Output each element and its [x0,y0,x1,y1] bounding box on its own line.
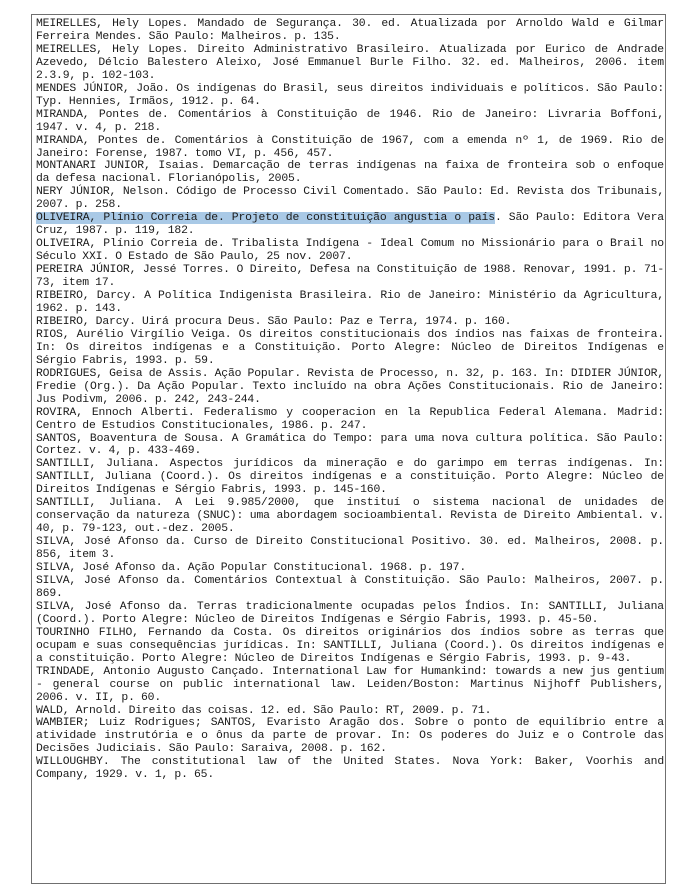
reference-text: SANTOS, Boaventura de Sousa. A Gramática do Tempo: para uma nova cultura política. São Paulo: Cortez. v. 4, p. 433-469. [36,432,664,458]
reference-entry [36,627,664,666]
reference-text: NERY JÚNIOR, Nelson. Código de Processo Civil Comentado. São Paulo: Ed. Revista dos Tribunais, 2007. p. 258. [36,186,664,212]
reference-text: MEIRELLES, Hely Lopes. Mandado de Segurança. 30. ed. Atualizada por Arnoldo Wald e Gilmar Ferreira Mendes. São Paulo: Malheiros. p. 135. [36,18,664,43]
reference-text: MENDES JÚNIOR, João. Os indígenas do Brasil, seus direitos individuais e políticos. São Paulo: Typ. Hennies, Irmãos, 1912. p. 64. [36,82,664,108]
reference-text: WAMBIER; Luiz Rodrigues; SANTOS, Evaristo Aragão dos. Sobre o ponto de equilíbrio entre a atividade instrutória e o ônus da parte de provar. In: Os poderes do Juiz e o Controle das Decisões Judiciais. São Paulo: Saraiva, 2008. p. 162. [36,717,664,756]
reference-entry [36,329,664,368]
reference-entry [36,433,664,459]
reference-entry [36,44,664,83]
reference-entry [36,160,664,186]
reference-text: SANTILLI, Juliana. Aspectos jurídicos da mineração e do garimpo em terras indígenas. In: SANTILLI, Juliana (Coord.). Os direitos indígenas e a constituição. Porto Alegre: Núcleo de Direitos Indígenas e Sérgio Fabris, 1993. p. 145-160. [36,458,664,497]
reference-text: RODRIGUES, Geisa de Assis. Ação Popular. Revista de Processo, n. 32, p. 163. In: DIDIER JÚNIOR, Fredie (Org.). Da Ação Popular. Texto incluído na obra Ações Constitucionais. Rio de Janeiro: Jus Podivm, 2006. p. 242, 243-244. [36,367,664,406]
reference-entry [36,212,664,238]
reference-entry [36,109,664,135]
reference-entry [36,666,664,705]
reference-entry [36,717,664,756]
reference-text: SILVA, José Afonso da. Terras tradicionalmente ocupadas pelos Índios. In: SANTILLI, Juliana (Coord.). Porto Alegre: Núcleo de Direitos Indígenas e Sérgio Fabris, 1993. p. 45-50. [36,600,664,626]
reference-entry [36,497,664,536]
selected-text-highlight[interactable]: OLIVEIRA, Plínio Correia de. Projeto de constituição angustia o país [36,212,495,225]
reference-entry [36,368,664,407]
reference-text: SILVA, José Afonso da. Curso de Direito Constitucional Positivo. 30. ed. Malheiros, 2008. p. 856, item 3. [36,536,664,562]
reference-text: SANTILLI, Juliana. A Lei 9.985/2000, que instituí o sistema nacional de unidades de conservação da natureza (SNUC): uma abordagem socioambiental. Revista de Direito Ambiental. v. 40, p. 79-123, out.-dez. 2005. [36,497,664,536]
reference-text: WILLOUGHBY. The constitutional law of the United States. Nova York: Baker, Voorhis and Company, 1929. v. 1, p. 65. [36,756,664,782]
reference-list [36,18,664,782]
reference-entry [36,407,664,433]
reference-entry [36,18,664,44]
document-page [31,14,666,884]
reference-entry [36,562,664,575]
reference-entry [36,290,664,316]
reference-text: TRINDADE, Antonio Augusto Cançado. International Law for Humankind: towards a new jus gentium - general course on public international law. Leiden/Boston: Martinus Nijhoff Publishers, 2006. v. II, p. 60. [36,665,664,704]
reference-text: RIBEIRO, Darcy. Uirá procura Deus. São Paulo: Paz e Terra, 1974. p. 160. [36,315,512,328]
reference-text: RIOS, Aurélio Virgílio Veiga. Os direitos constitucionais dos índios nas faixas de fronteira. In: Os direitos indígenas e a Constituição. Porto Alegre: Núcleo de Direitos Indígenas e Sérgio Fabris, 1993. p. 59. [36,328,664,367]
reference-text: MEIRELLES, Hely Lopes. Direito Administrativo Brasileiro. Atualizada por Eurico de Andrade Azevedo, Délcio Balestero Aleixo, José Emmanuel Burle Filho. 32. ed. Malheiros, 2006. item 2.3.9, p. 102-103. [36,43,664,82]
reference-entry [36,238,664,264]
reference-text: TOURINHO FILHO, Fernando da Costa. Os direitos originários dos índios sobre as terras que ocupam e suas consequências jurídicas. In: SANTILLI, Juliana (Coord.). Os direitos indígenas e a constituição. Porto Alegre: Núcleo de Direitos Indígenas e Sérgio Fabris, 1993. p. 9-43. [36,626,664,665]
reference-text: RIBEIRO, Darcy. A Política Indigenista Brasileira. Rio de Janeiro: Ministério da Agricultura, 1962. p. 143. [36,290,664,315]
reference-text: WALD, Arnold. Direito das coisas. 12. ed. São Paulo: RT, 2009. p. 71. [36,704,492,717]
reference-text: MIRANDA, Pontes de. Comentários à Constituição de 1946. Rio de Janeiro: Livraria Boffoni, 1947. v. 4, p. 218. [36,108,664,134]
reference-text: SILVA, José Afonso da. Comentários Contextual à Constituição. São Paulo: Malheiros, 2007. p. 869. [36,574,664,600]
reference-entry [36,705,664,718]
reference-entry [36,756,664,782]
reference-entry [36,186,664,212]
reference-entry [36,316,664,329]
reference-entry [36,135,664,161]
reference-entry [36,83,664,109]
reference-text: OLIVEIRA, Plínio Correia de. Tribalista Indígena - Ideal Comum no Missionário para o Brail no Século XXI. O Estado de São Paulo, 25 nov. 2007. [36,238,664,264]
reference-text: ROVIRA, Ennoch Alberti. Federalismo y cooperacion en la Republica Federal Alemana. Madrid: Centro de Estudios Constitucionales, 1986. p. 247. [36,406,664,432]
reference-entry [36,575,664,601]
reference-entry [36,601,664,627]
reference-entry [36,536,664,562]
reference-text: PEREIRA JÚNIOR, Jessé Torres. O Direito, Defesa na Constituição de 1988. Renovar, 1991. p. 71-73, item 17. [36,264,664,290]
reference-entry [36,264,664,290]
reference-text: . São Paulo: Editora Vera Cruz, 1987. p. 119, 182. [36,212,664,238]
reference-text: MONTANARI JUNIOR, Isaias. Demarcação de terras indígenas na faixa de fronteira sob o enfoque da defesa nacional. Florianópolis, 2005. [36,160,664,186]
reference-entry [36,458,664,497]
reference-text: SILVA, José Afonso da. Ação Popular Constitucional. 1968. p. 197. [36,562,467,575]
reference-text: MIRANDA, Pontes de. Comentários à Constituição de 1967, com a emenda nº 1, de 1969. Rio de Janeiro: Forense, 1987. tomo VI, p. 456, 457. [36,134,664,160]
